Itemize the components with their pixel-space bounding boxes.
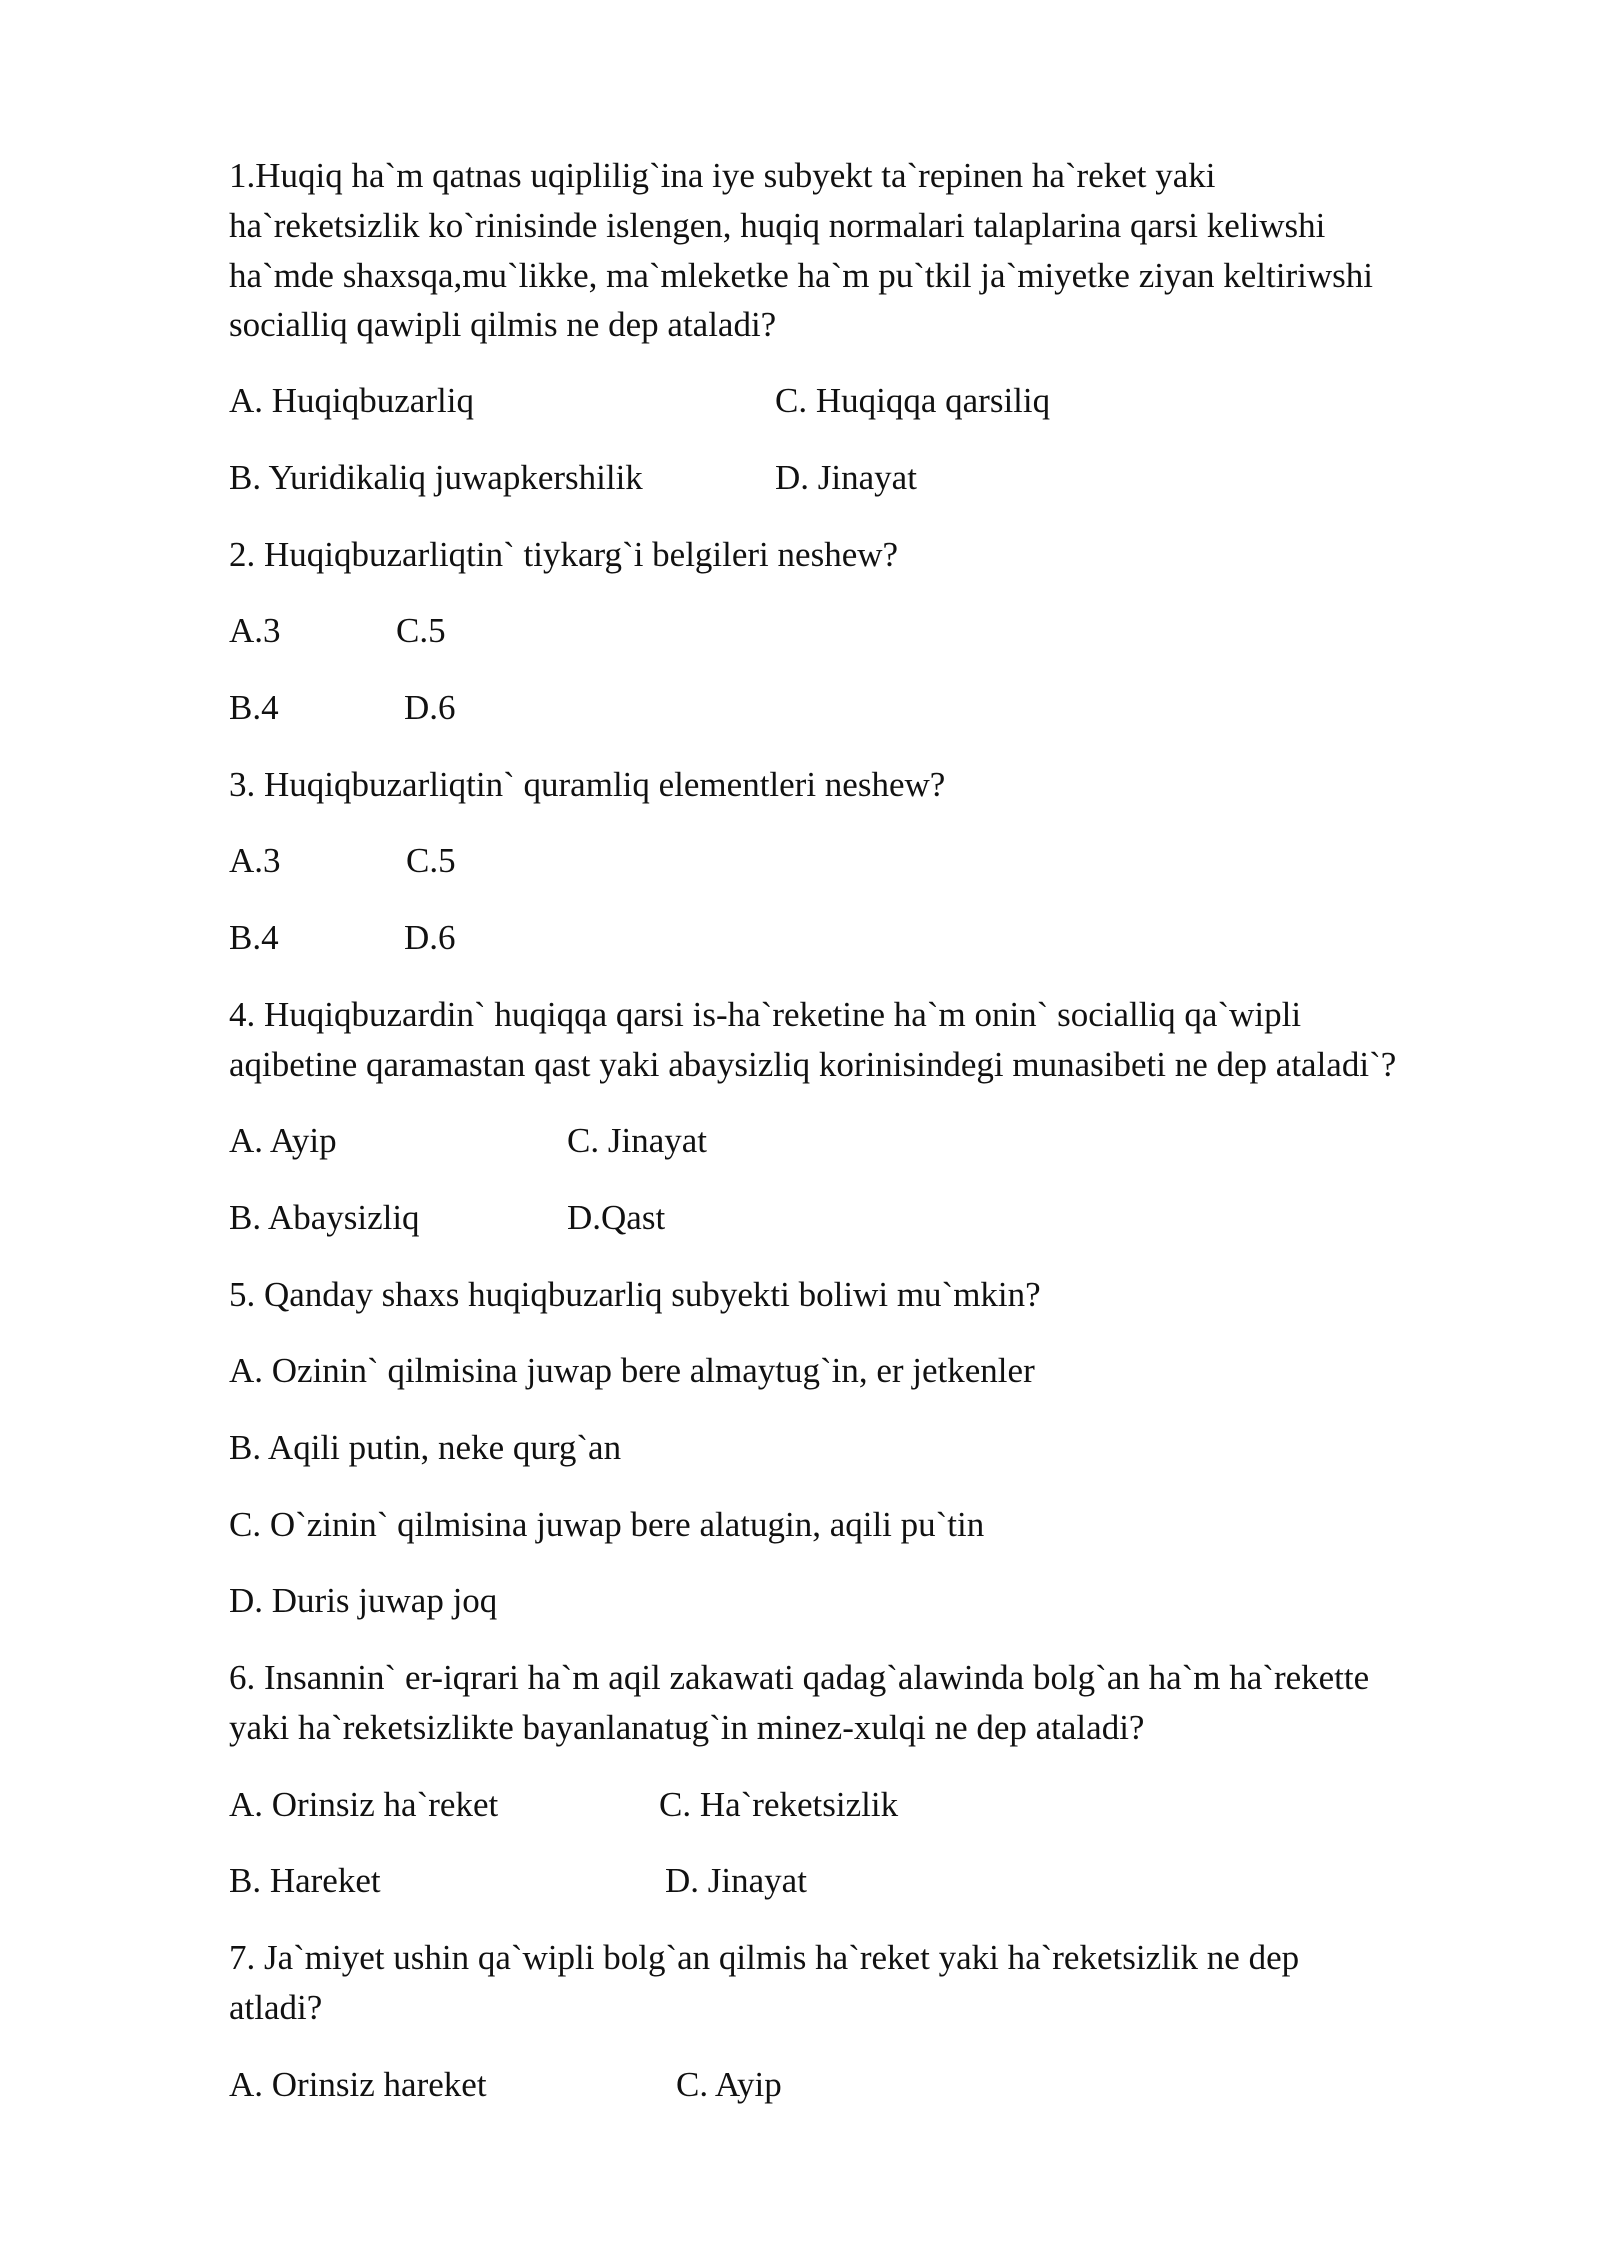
question-2-line-1: 2. Huqiqbuzarliqtin` tiykarg`i belgileri neshew? xyxy=(229,535,899,574)
question-5-option-b: B. Aqili putin, neke qurg`an xyxy=(229,1428,622,1467)
question-1-option-a: A. Huqiqbuzarliq xyxy=(229,381,474,420)
question-3-option-b: B.4 xyxy=(229,918,279,957)
question-1-option-c: C. Huqiqqa qarsiliq xyxy=(775,381,1051,420)
question-3-option-d: D.6 xyxy=(404,918,456,957)
question-5-option-a: A. Ozinin` qilmisina juwap bere almaytug`in, er jetkenler xyxy=(229,1351,1035,1390)
question-5-option-c: C. O`zinin` qilmisina juwap bere alatugin, aqili pu`tin xyxy=(229,1505,985,1544)
question-6-line-2: yaki ha`reketsizlikte bayanlanatug`in minez-xulqi ne dep ataladi? xyxy=(229,1708,1145,1747)
question-1-line-1: 1.Huqiq ha`m qatnas uqiplilig`ina iye subyekt ta`repinen ha`reket yaki xyxy=(229,156,1216,195)
question-6-option-d: D. Jinayat xyxy=(665,1861,807,1900)
question-6-line-1: 6. Insannin` er-iqrari ha`m aqil zakawati qadag`alawinda bolg`an ha`m ha`rekette xyxy=(229,1658,1370,1697)
question-3-line-1: 3. Huqiqbuzarliqtin` quramliq elementleri neshew? xyxy=(229,765,946,804)
question-4-option-b: B. Abaysizliq xyxy=(229,1198,420,1237)
question-6-option-a: A. Orinsiz ha`reket xyxy=(229,1785,499,1824)
question-2-option-c: C.5 xyxy=(396,611,446,650)
question-1-line-4: socialliq qawipli qilmis ne dep ataladi? xyxy=(229,305,777,344)
question-7-line-1: 7. Ja`miyet ushin qa`wipli bolg`an qilmis ha`reket yaki ha`reketsizlik ne dep xyxy=(229,1938,1300,1977)
question-4-line-2: aqibetine qaramastan qast yaki abaysizliq korinisindegi munasibeti ne dep ataladi`? xyxy=(229,1045,1397,1084)
question-1-line-3: ha`mde shaxsqa,mu`likke, ma`mleketke ha`m pu`tkil ja`miyetke ziyan keltiriwshi xyxy=(229,256,1373,295)
question-4-line-1: 4. Huqiqbuzardin` huqiqqa qarsi is-ha`reketine ha`m onin` socialliq qa`wipli xyxy=(229,995,1302,1034)
question-2-option-a: A.3 xyxy=(229,611,281,650)
question-2-option-d: D.6 xyxy=(404,688,456,727)
question-5-option-d: D. Duris juwap joq xyxy=(229,1581,498,1620)
question-3-option-a: A.3 xyxy=(229,841,281,880)
question-1-option-d: D. Jinayat xyxy=(775,458,917,497)
question-6-option-b: B. Hareket xyxy=(229,1861,381,1900)
question-7-option-a: A. Orinsiz hareket xyxy=(229,2065,487,2104)
question-2-option-b: B.4 xyxy=(229,688,279,727)
question-4-option-d: D.Qast xyxy=(567,1198,666,1237)
question-7-line-2: atladi? xyxy=(229,1988,323,2027)
question-1-line-2: ha`reketsizlik ko`rinisinde islengen, huqiq normalari talaplarina qarsi keliwshi xyxy=(229,206,1326,245)
question-3-option-c: C.5 xyxy=(406,841,456,880)
question-4-option-c: C. Jinayat xyxy=(567,1121,707,1160)
question-7-option-c: C. Ayip xyxy=(676,2065,782,2104)
question-1-option-b: B. Yuridikaliq juwapkershilik xyxy=(229,458,643,497)
question-4-option-a: A. Ayip xyxy=(229,1121,337,1160)
question-6-option-c: C. Ha`reketsizlik xyxy=(659,1785,899,1824)
question-5-line-1: 5. Qanday shaxs huqiqbuzarliq subyekti boliwi mu`mkin? xyxy=(229,1275,1041,1314)
